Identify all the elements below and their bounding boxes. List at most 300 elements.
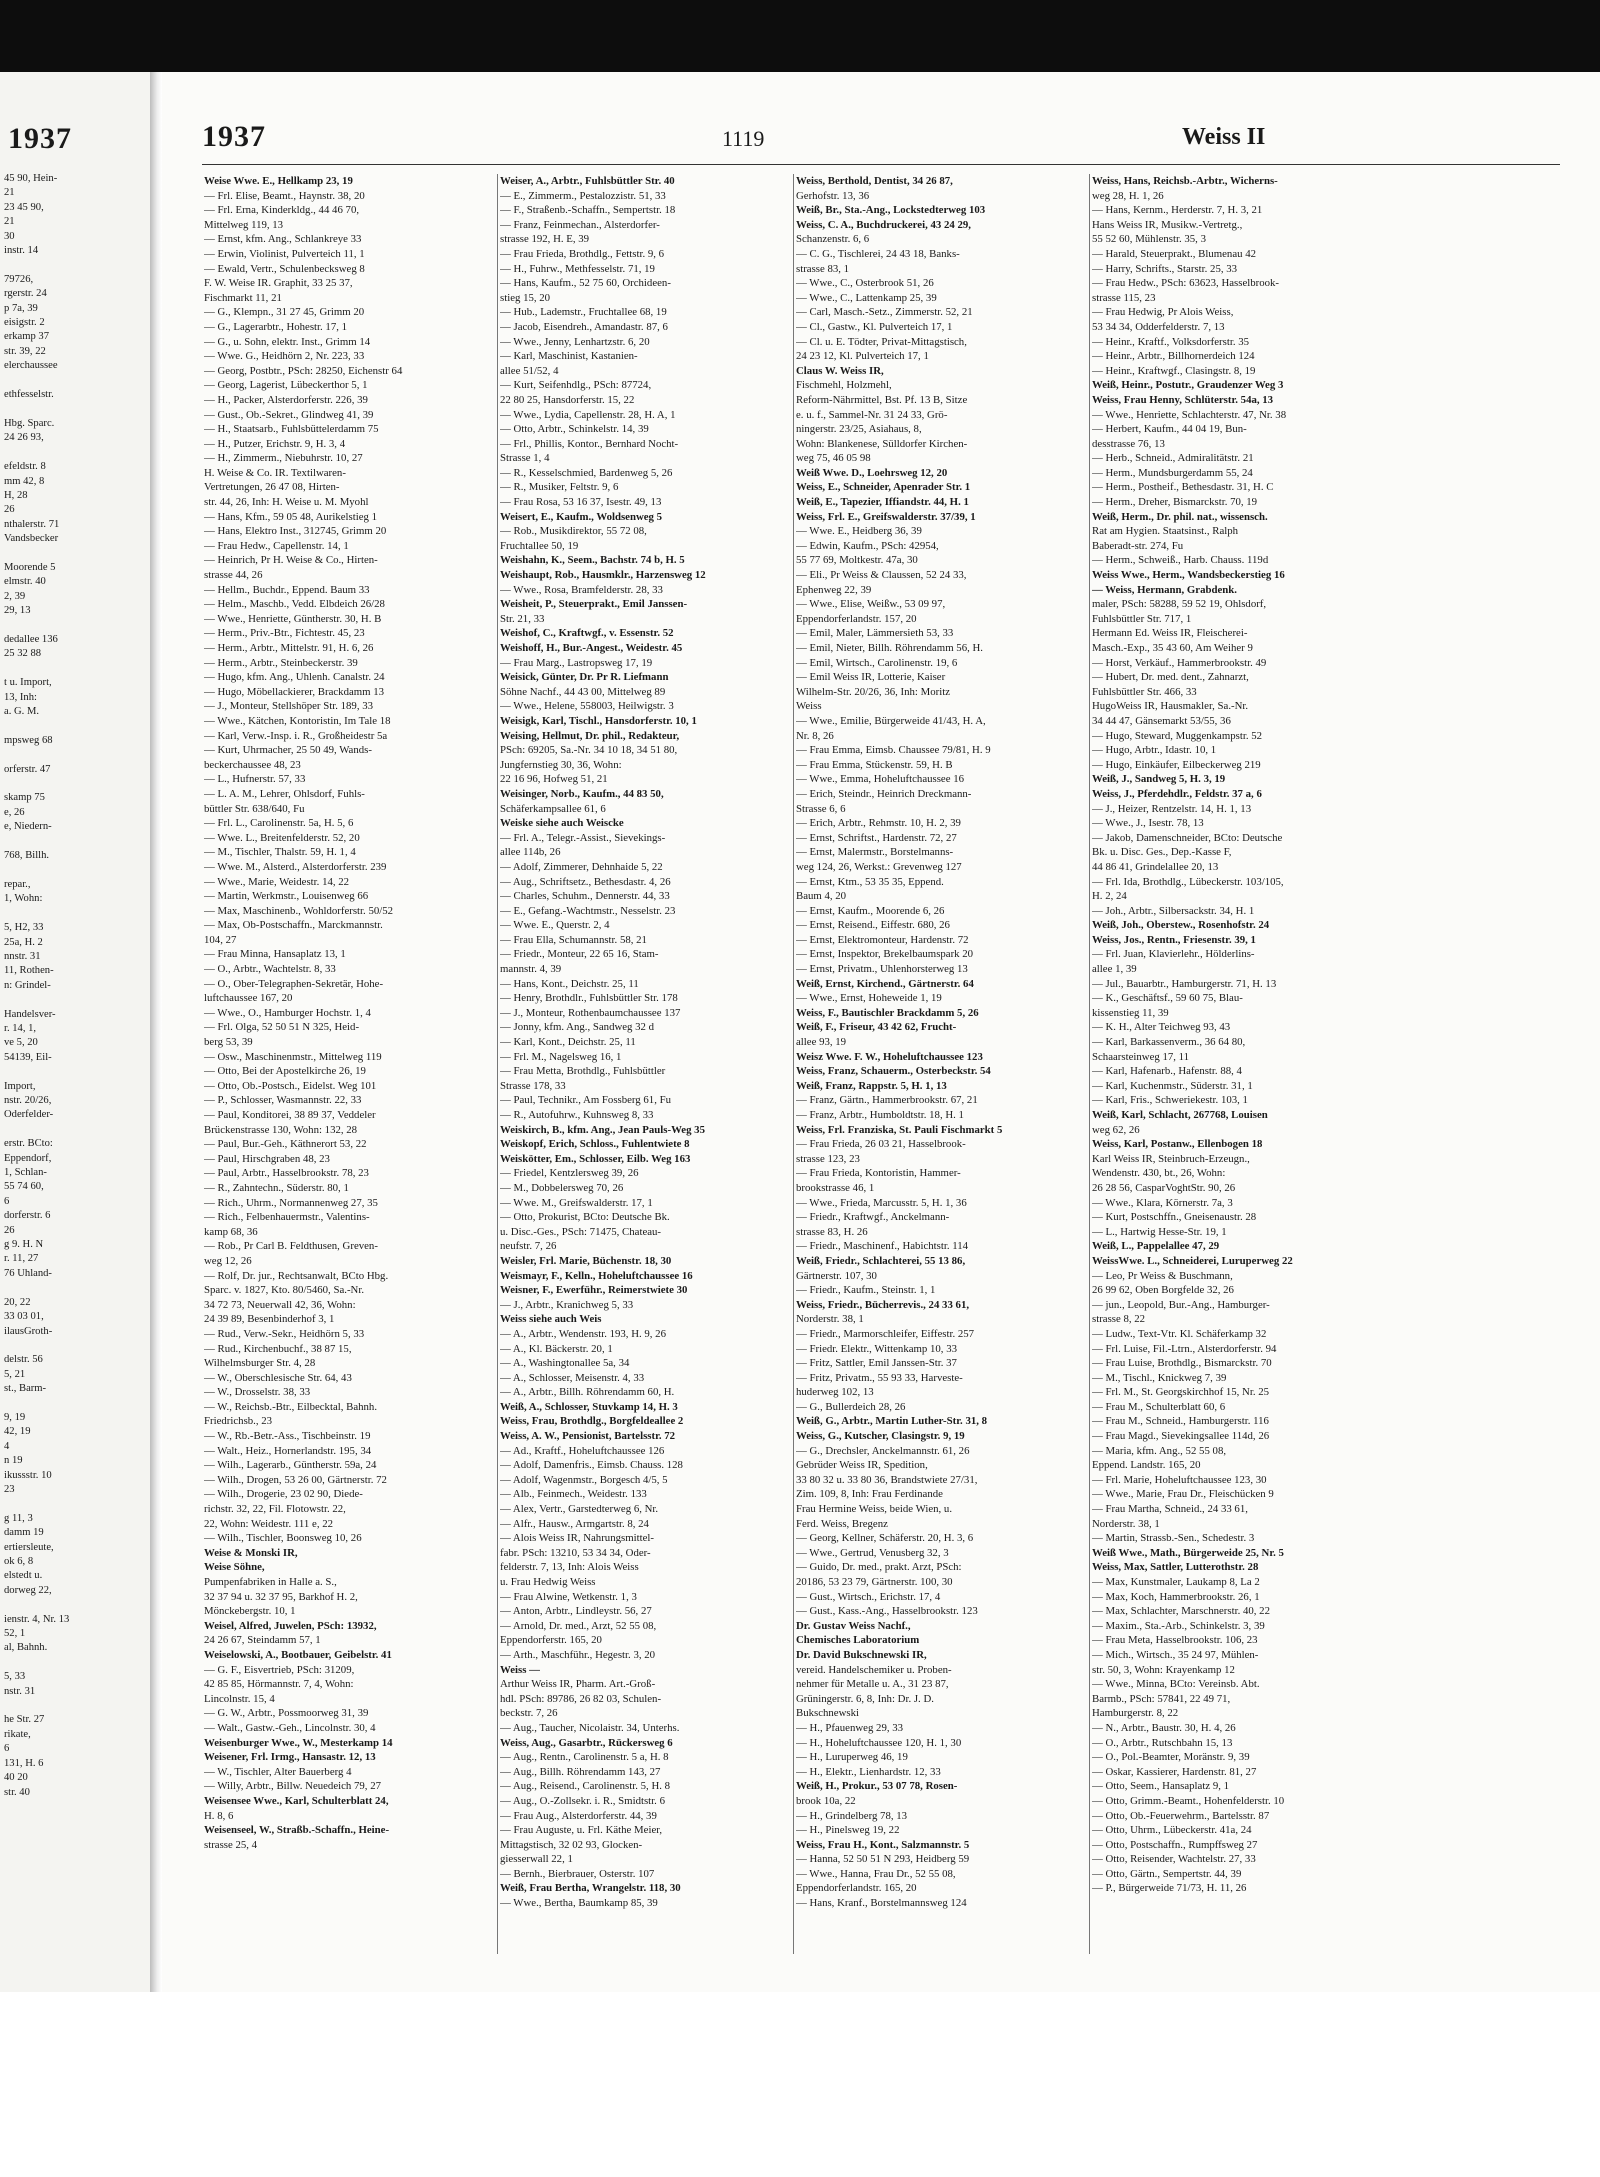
directory-entry: — Frl. Olga, 52 50 51 N 325, Heid- [204, 1021, 360, 1034]
directory-entry: — L., Hufnerstr. 57, 33 [204, 773, 306, 786]
directory-entry: — Jonny, kfm. Ang., Sandweg 32 d [500, 1021, 655, 1034]
directory-entry: — Guido, Dr. med., prakt. Arzt, PSch: [796, 1561, 962, 1574]
directory-entry: — Frl. Elise, Beamt., Haynstr. 38, 20 [204, 189, 365, 202]
directory-entry: — J., Monteur, Rothenbaumchaussee 137 [500, 1006, 681, 1019]
directory-entry: — Frl. A., Telegr.-Assist., Sievekings- [500, 831, 666, 844]
directory-entry: Gärtnerstr. 107, 30 [796, 1269, 877, 1282]
left-fragment-line [4, 1123, 144, 1137]
directory-entry: — Frl. Ida, Brothdlg., Lübeckerstr. 103/105, [1092, 875, 1284, 888]
directory-entry: Weiss, Jos., Rentn., Friesenstr. 39, 1 [1092, 933, 1256, 946]
directory-entry: — Wwe., Rosa, Bramfelderstr. 28, 33 [500, 583, 663, 596]
directory-entry: — Aug., Schriftsetz., Bethesdastr. 4, 26 [500, 875, 671, 888]
left-fragment-line: Moorende 5 [4, 561, 56, 573]
directory-entry: H. 8, 6 [204, 1809, 234, 1822]
directory-entry: — Georg, Postbtr., PSch: 28250, Eichenstr 64 [204, 364, 403, 377]
left-fragment-line: nstr. 20/26, [4, 1095, 52, 1106]
directory-entry: — Frl. M., Nagelsweg 16, 1 [500, 1050, 622, 1063]
left-fragment-line: n 19 [4, 1455, 23, 1467]
directory-entry: Weisensee Wwe., Karl, Schulterblatt 24, [204, 1794, 389, 1807]
directory-entry: ningerstr. 23/25, Asiahaus, 8, [796, 423, 922, 436]
directory-entry: Weiss — [500, 1663, 540, 1676]
directory-entry: PSch: 69205, Sa.-Nr. 34 10 18, 34 51 80, [500, 744, 678, 757]
directory-entry: — Wwe. M., Alsterd., Alsterdorferstr. 239 [204, 860, 387, 873]
left-fragment-line [4, 835, 144, 849]
header-rule [202, 164, 1560, 165]
left-fragment-line: 5, 33 [4, 1671, 26, 1683]
left-fragment-line: erkamp 37 [4, 331, 50, 343]
left-fragment-line: repar., [4, 878, 31, 890]
directory-entry: — Martin, Strassb.-Sen., Schedestr. 3 [1092, 1532, 1255, 1545]
left-fragment-line: 45 90, Hein- [4, 173, 58, 184]
directory-entry: Eppendorferstr. 165, 20 [500, 1634, 602, 1647]
directory-entry: — Max, Kunstmaler, Laukamp 8, La 2 [1092, 1576, 1260, 1588]
directory-entry: 22 16 96, Hofweg 51, 21 [500, 773, 608, 786]
left-fragment-line: 6 [4, 1743, 10, 1755]
left-fragment-line: g 11, 3 [4, 1512, 33, 1524]
directory-entry: — Herm., Arbtr., Steinbeckerstr. 39 [204, 656, 358, 669]
left-fragment-line: 76 Uhland- [4, 1267, 52, 1279]
left-fragment-line: skamp 75 [4, 792, 45, 804]
directory-entry: brookstrasse 46, 1 [796, 1181, 875, 1194]
directory-entry: — H., Grindelberg 78, 13 [796, 1809, 908, 1822]
left-fragment-line: Eppendorf, [4, 1152, 52, 1164]
directory-entry: — Frl. L., Carolinenstr. 5a, H. 5, 6 [204, 817, 354, 830]
directory-entry: — Paul, Konditorei, 38 89 37, Veddeler [204, 1109, 376, 1121]
directory-entry: — A., Kl. Bäckerstr. 20, 1 [500, 1342, 613, 1355]
directory-entry: — H., Staatsarb., Fuhlsbüttelerdamm 75 [204, 423, 379, 436]
directory-page [162, 72, 1600, 1992]
directory-entry: — Ernst, Malermstr., Borstelmanns- [796, 846, 954, 859]
directory-entry: — Hugo, Einkäufer, Eilbeckerweg 219 [1092, 758, 1261, 771]
directory-entry: — Frau Emma, Eimsb. Chaussee 79/81, H. 9 [796, 744, 991, 757]
directory-entry: 34 44 47, Gänsemarkt 53/55, 36 [1092, 714, 1231, 727]
directory-entry: — Wwe. E., Querstr. 2, 4 [500, 919, 610, 932]
left-fragment-line: dorweg 22, [4, 1584, 52, 1596]
directory-entry: — Wwe., Frieda, Marcusstr. 5, H. 1, 36 [796, 1196, 967, 1209]
directory-entry: — Karl, Kuchenmstr., Süderstr. 31, 1 [1092, 1079, 1253, 1092]
directory-entry: büttler Str. 638/640, Fu [204, 802, 305, 815]
directory-entry: — Emil, Maler, Lämmersieth 53, 33 [796, 627, 954, 640]
directory-entry: — F., Straßenb.-Schaffn., Sempertstr. 18 [500, 204, 676, 217]
left-fragment-line: 5, 21 [4, 1368, 26, 1380]
directory-entry: Wohn: Blankenese, Sülldorfer Kirchen- [796, 437, 968, 450]
directory-entry: — Karl, Fris., Schweriekestr. 103, 1 [1092, 1094, 1248, 1107]
directory-entry: — Ad., Kraftf., Hoheluftchaussee 126 [500, 1444, 665, 1457]
directory-entry: — Friedr., Maschinenf., Habichtstr. 114 [796, 1240, 969, 1253]
left-fragment-line: str. 39, 22 [4, 345, 46, 357]
directory-entry: 24 26 67, Steindamm 57, 1 [204, 1634, 321, 1647]
left-fragment-line: 23 45 90, [4, 201, 44, 213]
directory-entry: — P., Schlosser, Wasmannstr. 22, 33 [204, 1094, 362, 1107]
directory-entry: — L., Hartwig Hesse-Str. 19, 1 [1092, 1225, 1227, 1238]
left-fragment-line: Vandsbecker [4, 533, 59, 545]
directory-entry: felderstr. 7, 13, Inh: Alois Weiss [500, 1561, 639, 1574]
directory-entry: Weise Söhne, [204, 1561, 265, 1574]
directory-entry: 53 34 34, Odderfelderstr. 7, 13 [1092, 320, 1225, 333]
directory-entry: Weiß, Joh., Oberstew., Rosenhofstr. 24 [1092, 919, 1270, 932]
directory-entry: Weisenburger Wwe., W., Mesterkamp 14 [204, 1736, 393, 1749]
directory-entry: — A., Arbtr., Wendenstr. 193, H. 9, 26 [500, 1327, 666, 1340]
directory-entry: — Wilh., Drogerie, 23 02 90, Diede- [204, 1488, 363, 1501]
directory-entry: — G. W., Arbtr., Possmoorweg 31, 39 [204, 1707, 369, 1720]
left-fragment-line: 13, Inh: [4, 691, 37, 703]
directory-entry: — Adolf, Zimmerer, Dehnhaide 5, 22 [500, 860, 663, 873]
directory-entry: — Heinr., Arbtr., Billhornerdeich 124 [1092, 350, 1255, 363]
directory-entry: — Wwe., Ernst, Hoheweide 1, 19 [796, 992, 942, 1005]
left-fragment-line: g 9. H. N [4, 1239, 44, 1251]
directory-entry: beckerchaussee 48, 23 [204, 758, 301, 771]
directory-entry: kissenstieg 11, 39 [1092, 1006, 1169, 1019]
left-fragment-line: al, Bahnh. [4, 1642, 48, 1654]
directory-entry: — G., Klempn., 31 27 45, Grimm 20 [204, 306, 365, 319]
directory-entry: Weiss siehe auch Weis [500, 1313, 602, 1326]
left-fragment-line: he Str. 27 [4, 1714, 45, 1726]
directory-entry: — P., Bürgerweide 71/73, H. 11, 26 [1092, 1882, 1247, 1895]
directory-entry: — E., Gefang.-Wachtmstr., Nesselstr. 23 [500, 904, 676, 917]
directory-entry: — Wilh., Lagerarb., Güntherstr. 59a, 24 [204, 1459, 377, 1472]
directory-entry: — Wwe., O., Hamburger Hochstr. 1, 4 [204, 1006, 371, 1019]
directory-entry: — M., Tischler, Thalstr. 59, H. 1, 4 [204, 846, 356, 859]
book-spine [150, 72, 162, 1992]
directory-entry: Eppend. Landstr. 165, 20 [1092, 1459, 1201, 1472]
directory-entry: Weisick, Günter, Dr. Pr R. Liefmann [500, 671, 669, 684]
directory-entry: Fuhlsbüttler Str. 466, 33 [1092, 685, 1197, 698]
directory-entry: — Georg, Kellner, Schäferstr. 20, H. 3, 6 [796, 1532, 974, 1545]
directory-entry: strasse 25, 4 [204, 1838, 258, 1851]
directory-entry: Weisner, F., Ewerführ., Reimerstwiete 30 [500, 1284, 688, 1297]
directory-entry: — Rolf, Dr. jur., Rechtsanwalt, BCto Hbg. [204, 1269, 389, 1282]
directory-entry: Weiß, Herm., Dr. phil. nat., wissensch. [1092, 510, 1268, 523]
directory-entry: — W., Oberschlesische Str. 64, 43 [204, 1371, 352, 1384]
directory-entry: — Mich., Wirtsch., 35 24 97, Mühlen- [1092, 1648, 1259, 1661]
directory-entry: — Maxim., Sta.-Arb., Schinkelstr. 3, 39 [1092, 1619, 1265, 1632]
directory-entry: Claus W. Weiss IR, [796, 364, 884, 377]
left-fragment-line: 6 [4, 1195, 10, 1207]
directory-entry: str. 44, 26, Inh: H. Weise u. M. Myohl [204, 496, 369, 509]
directory-entry: — Frau Frieda, Kontoristin, Hammer- [796, 1167, 961, 1180]
directory-entry: — Karl, Kont., Deichstr. 25, 11 [500, 1036, 636, 1049]
directory-entry: — Hans, Kranf., Borstelmannsweg 124 [796, 1897, 967, 1910]
directory-entry: — Rich., Felbenhauermstr., Valentins- [204, 1211, 370, 1224]
left-fragment-line: 52, 1 [4, 1628, 26, 1640]
left-fragment-line [4, 907, 144, 921]
directory-entry: Friedrichsb., 23 [204, 1415, 273, 1428]
directory-entry: — Charles, Schuhm., Dennerstr. 44, 33 [500, 890, 670, 903]
directory-entry: Weisz Wwe. F. W., Hoheluftchaussee 123 [796, 1050, 983, 1063]
directory-column-4 [1090, 174, 1386, 1954]
left-fragment-line: ok 6, 8 [4, 1556, 34, 1567]
left-fragment-line: 25 32 88 [4, 648, 42, 660]
directory-entry: — G., Drechsler, Anckelmannstr. 61, 26 [796, 1444, 970, 1457]
left-fragment-line: 131, H. 6 [4, 1757, 44, 1769]
directory-entry: — Otto, Reisender, Wachtelstr. 27, 33 [1092, 1853, 1256, 1866]
directory-entry: Fruchtallee 50, 19 [500, 539, 579, 552]
directory-entry: 24 39 89, Besenbinderhof 3, 1 [204, 1313, 335, 1326]
directory-entry: Gebrüder Weiss IR, Spedition, [796, 1459, 928, 1472]
left-fragment-line: 20, 22 [4, 1296, 31, 1308]
directory-entry: richstr. 32, 22, Fil. Flotowstr. 22, [204, 1503, 346, 1516]
left-fragment-line: orferstr. 47 [4, 763, 51, 775]
left-fragment-line: str. 40 [4, 1786, 30, 1798]
directory-entry: — Otto, Uhrm., Lübeckerstr. 41a, 24 [1092, 1824, 1252, 1837]
directory-entry: beckstr. 7, 26 [500, 1707, 558, 1720]
directory-entry: 55 52 60, Mühlenstr. 35, 3 [1092, 233, 1206, 246]
left-fragment-line: Handelsver- [4, 1008, 56, 1020]
directory-entry: 22 80 25, Hansdorferstr. 15, 22 [500, 393, 635, 406]
directory-entry: Weiß Wwe. D., Loehrsweg 12, 20 [796, 466, 948, 479]
directory-entry: — Karl, Barkassenverm., 36 64 80, [1092, 1036, 1246, 1049]
left-fragment-line [4, 258, 144, 272]
directory-entry: — Otto, Seem., Hansaplatz 9, 1 [1092, 1780, 1230, 1793]
left-fragment-line [4, 1656, 144, 1670]
directory-entry: — Aug., Reisend., Carolinenstr. 5, H. 8 [500, 1780, 671, 1793]
directory-entry: — Cl. u. E. Tödter, Privat-Mittagstisch, [796, 335, 967, 348]
left-fragment-line: 9, 19 [4, 1411, 26, 1423]
directory-entry: Weiskirch, B., kfm. Ang., Jean Pauls-Weg 35 [500, 1123, 705, 1136]
left-fragment-line [4, 547, 144, 561]
directory-entry: hdl. PSch: 89786, 26 82 03, Schulen- [500, 1692, 662, 1705]
directory-entry: — Wwe., J., Isestr. 78, 13 [1092, 817, 1204, 830]
directory-entry: — Franz, Arbtr., Humboldtstr. 18, H. 1 [796, 1109, 964, 1121]
directory-entry: — Bernh., Bierbrauer, Osterstr. 107 [500, 1867, 655, 1880]
directory-entry: — Wwe. G., Heidhörn 2, Nr. 223, 33 [204, 350, 365, 363]
left-fragment-line: ikussstr. 10 [4, 1469, 52, 1481]
directory-entry: Weiskopf, Erich, Schloss., Fuhlentwiete 8 [500, 1138, 690, 1151]
directory-entry: — Henry, Brothdlr., Fuhlsbüttler Str. 178 [500, 992, 678, 1005]
directory-entry: Weishaupt, Rob., Hausmklr., Harzensweg 12 [500, 569, 706, 582]
directory-entry: — Maria, kfm. Ang., 52 55 08, [1092, 1444, 1227, 1457]
directory-entry: Weiß, E., Tapezier, Iffiandstr. 44, H. 1 [796, 496, 969, 509]
directory-entry: 104, 27 [204, 933, 237, 946]
directory-entry: — Wwe., Marie, Weidestr. 14, 22 [204, 875, 350, 888]
directory-entry: — Friedr., Monteur, 22 65 16, Stam- [500, 948, 659, 961]
directory-entry: Weiss, Max, Sattler, Lutterothstr. 28 [1092, 1561, 1259, 1574]
directory-entry: Weiss, Frau, Brothdlg., Borgfeldeallee 2 [500, 1415, 684, 1428]
directory-entry: kamp 68, 36 [204, 1225, 258, 1238]
directory-entry: — Frau Ella, Schumannstr. 58, 21 [500, 933, 647, 946]
directory-entry: Weiss, A. W., Pensionist, Bartelsstr. 72 [500, 1430, 676, 1443]
directory-entry: — N., Arbtr., Baustr. 30, H. 4, 26 [1092, 1721, 1236, 1734]
directory-entry: — J., Arbtr., Kranichweg 5, 33 [500, 1298, 634, 1311]
directory-entry: — Max, Koch, Hammerbrookstr. 26, 1 [1092, 1590, 1260, 1603]
directory-entry: Wilhelm-Str. 20/26, 36, Inh: Moritz [796, 685, 951, 698]
directory-entry: Weiß, Ernst, Kirchend., Gärtnerstr. 64 [796, 977, 974, 990]
left-fragment-line [4, 719, 144, 733]
directory-entry: Norderstr. 38, 1 [796, 1313, 864, 1326]
directory-entry: Weiss, Frau H., Kont., Salzmannstr. 5 [796, 1838, 970, 1851]
directory-entry: allee 51/52, 4 [500, 364, 559, 377]
directory-entry: — W., Rb.-Betr.-Ass., Tischbeinstr. 19 [204, 1430, 371, 1443]
directory-entry: Weiß, Friedr., Schlachterei, 55 13 86, [796, 1254, 966, 1267]
left-fragment-line: efeldstr. 8 [4, 461, 46, 473]
directory-entry: 34 72 73, Neuerwall 42, 36, Wohn: [204, 1298, 356, 1311]
directory-entry: — Wwe., Jenny, Lenhartzstr. 6, 20 [500, 335, 650, 348]
directory-entry: Weiss [796, 700, 822, 713]
directory-entry: allee 93, 19 [796, 1036, 847, 1049]
directory-entry: Weiß, Karl, Schlacht, 267768, Louisen [1092, 1109, 1268, 1121]
directory-entry: Weiß, Br., Sta.-Ang., Lockstedterweg 103 [796, 204, 986, 217]
directory-entry: — Wwe., Helene, 558003, Heilwigstr. 3 [500, 700, 674, 713]
left-fragment-line: 24 26 93, [4, 432, 44, 444]
directory-entry: — Otto, Ob.-Feuerwehrm., Bartelsstr. 87 [1092, 1809, 1270, 1822]
directory-entry: — Joh., Arbtr., Silbersackstr. 34, H. 1 [1092, 904, 1255, 917]
directory-entry: — Max, Schlachter, Marschnerstr. 40, 22 [1092, 1605, 1270, 1618]
directory-entry: — R., Musiker, Feltstr. 9, 6 [500, 481, 619, 494]
directory-entry: Weise Wwe. E., Hellkamp 23, 19 [204, 175, 353, 187]
directory-entry: — Wwe., Henriette, Schlachterstr. 47, Nr. 38 [1092, 408, 1287, 421]
directory-entry: Hans Weiss IR, Musikw.-Vertretg., [1092, 218, 1243, 231]
left-fragment-line: 21 [4, 187, 15, 199]
left-page-lines [4, 172, 144, 1800]
directory-entry: Weiss, Frl. Franziska, St. Pauli Fischmarkt 5 [796, 1123, 1003, 1136]
directory-entry: Pumpenfabriken in Halle a. S., [204, 1576, 337, 1588]
directory-entry: — Frau Rosa, 53 16 37, Isestr. 49, 13 [500, 496, 662, 509]
directory-entry: Weiss, C. A., Buchdruckerei, 43 24 29, [796, 218, 971, 231]
directory-entry: — H., Pfauenweg 29, 33 [796, 1721, 904, 1734]
directory-entry: Weisenseel, W., Straßb.-Schaffn., Heine- [204, 1824, 390, 1837]
left-fragment-line: damm 19 [4, 1527, 44, 1539]
directory-entry: — G., Bullerdeich 28, 26 [796, 1400, 906, 1413]
directory-entry: — Harald, Steuerprakt., Blumenau 42 [1092, 247, 1257, 260]
directory-entry: — Herm., Mundsburgerdamm 55, 24 [1092, 466, 1253, 479]
directory-entry: Weishahn, K., Seem., Bachstr. 74 b, H. 5 [500, 554, 685, 567]
directory-entry: — Walt., Heiz., Hornerlandstr. 195, 34 [204, 1444, 372, 1457]
left-fragment-line [4, 1497, 144, 1511]
directory-entry: — Emil, Nieter, Billh. Röhrendamm 56, H. [796, 642, 983, 654]
left-fragment-line [4, 446, 144, 460]
left-fragment-line: elerchaussee [4, 360, 58, 372]
directory-entry: Weiß, Franz, Rappstr. 5, H. 1, 13 [796, 1079, 947, 1092]
left-fragment-line: 26 [4, 504, 15, 516]
directory-entry: Baum 4, 20 [796, 890, 847, 903]
directory-entry: Eppendorferlandstr. 165, 20 [796, 1882, 917, 1895]
directory-entry: strasse 8, 22 [1092, 1313, 1146, 1326]
directory-entry: — O., Pol.-Beamter, Moränstr. 9, 39 [1092, 1751, 1250, 1764]
directory-entry: weg 12, 26 [204, 1254, 252, 1267]
left-fragment-line: 21 [4, 216, 15, 228]
directory-entry: — Hugo, Möbellackierer, Brackdamm 13 [204, 685, 385, 698]
left-fragment-line: 23 [4, 1483, 15, 1495]
left-fragment-line: Oderfelder- [4, 1109, 54, 1121]
directory-entry: Weiss, E., Schneider, Apenrader Str. 1 [796, 481, 971, 494]
directory-entry: — Friedel, Kentzlersweg 39, 26 [500, 1167, 639, 1180]
directory-entry: Weiss, Aug., Gasarbtr., Rückersweg 6 [500, 1736, 673, 1749]
directory-entry: — Arnold, Dr. med., Arzt, 52 55 08, [500, 1619, 657, 1632]
directory-entry: Weisert, E., Kaufm., Woldsenweg 5 [500, 510, 663, 523]
directory-entry: — G., Lagerarbtr., Hohestr. 17, 1 [204, 320, 348, 333]
directory-entry: Fuhlsbüttler Str. 717, 1 [1092, 612, 1192, 625]
directory-entry: — Wwe., Henriette, Güntherstr. 30, H. B [204, 612, 382, 625]
directory-entry: giesserwall 22, 1 [500, 1853, 573, 1866]
left-fragment-line: t u. Import, [4, 677, 52, 689]
directory-entry: 22, Wohn: Weidestr. 111 e, 22 [204, 1517, 334, 1530]
directory-entry: Weiske siehe auch Weiscke [500, 817, 624, 830]
directory-entry: maler, PSch: 58288, 59 52 19, Ohlsdorf, [1092, 598, 1267, 611]
directory-entry: — Ernst, Reisend., Eiffestr. 680, 26 [796, 919, 950, 932]
directory-entry: Söhne Nachf., 44 43 00, Mittelweg 89 [500, 685, 666, 698]
left-fragment-line [4, 748, 144, 762]
directory-entry: — Ernst, Kaufm., Moorende 6, 26 [796, 904, 945, 917]
left-fragment-line: dorferstr. 6 [4, 1210, 51, 1222]
directory-entry: — Ernst, Inspektor, Brekelbaumspark 20 [796, 948, 974, 961]
directory-entry: — Hanna, 52 50 51 N 293, Heidberg 59 [796, 1853, 970, 1866]
directory-entry: — Hans, Kernm., Herderstr. 7, H. 3, 21 [1092, 204, 1263, 217]
directory-entry: — Friedr. Elektr., Wittenkamp 10, 33 [796, 1342, 957, 1355]
directory-entry: — Martin, Werkmstr., Louisenweg 66 [204, 890, 369, 903]
directory-entry: Weiss, Berthold, Dentist, 34 26 87, [796, 175, 953, 187]
left-fragment-line: rgerstr. 24 [4, 288, 47, 300]
directory-entry: — W., Tischler, Alter Bauerberg 4 [204, 1765, 352, 1778]
directory-entry: — Carl, Masch.-Setz., Zimmerstr. 52, 21 [796, 306, 973, 319]
directory-entry: vereid. Handelschemiker u. Proben- [796, 1663, 952, 1676]
directory-entry: — Erwin, Violinist, Pulverteich 11, 1 [204, 247, 365, 260]
directory-entry: — Herm., Priv.-Btr., Fichtestr. 45, 23 [204, 627, 365, 640]
directory-entry: — Alex, Vertr., Garstedterweg 6, Nr. [500, 1503, 659, 1516]
left-fragment-line: e, 26 [4, 806, 25, 818]
directory-entry: strasse 123, 23 [796, 1152, 860, 1165]
directory-entry: — Cl., Gastw., Kl. Pulverteich 17, 1 [796, 320, 953, 333]
directory-entry: — Franz, Gärtn., Hammerbrookstr. 67, 21 [796, 1094, 978, 1107]
directory-entry: — Willy, Arbtr., Billw. Neuedeich 79, 27 [204, 1780, 381, 1793]
directory-entry: — M., Dobbelersweg 70, 26 [500, 1181, 624, 1194]
directory-entry: — Eli., Pr Weiss & Claussen, 52 24 33, [796, 569, 967, 582]
directory-entry: 24 23 12, Kl. Pulverteich 17, 1 [796, 350, 929, 363]
directory-entry: Jungfernstieg 30, 36, Wohn: [500, 758, 622, 771]
left-fragment-line: 2, 39 [4, 590, 26, 602]
directory-columns [202, 174, 1402, 1954]
directory-entry: — Frau Hedwig, Pr Alois Weiss, [1092, 306, 1234, 319]
directory-entry: — Friedr., Kraftwgf., Anckelmann- [796, 1211, 950, 1224]
directory-entry: — Alois Weiss IR, Nahrungsmittel- [500, 1532, 654, 1545]
directory-entry: — Hubert, Dr. med. dent., Zahnarzt, [1092, 671, 1249, 684]
directory-entry: — K. H., Alter Teichweg 93, 43 [1092, 1021, 1231, 1034]
left-fragment-line: 30 [4, 230, 15, 242]
directory-entry: — Frl. Marie, Hoheluftchaussee 123, 30 [1092, 1473, 1267, 1486]
directory-entry: Weiß, H., Prokur., 53 07 78, Rosen- [796, 1780, 958, 1793]
left-fragment-line: 25a, H. 2 [4, 936, 43, 948]
directory-entry: — A., Arbtr., Billh. Röhrendamm 60, H. [500, 1386, 675, 1399]
directory-entry: Weiss, G., Kutscher, Clasingstr. 9, 19 [796, 1430, 965, 1443]
left-fragment-line: 5, H2, 33 [4, 922, 44, 934]
directory-entry: brook 10a, 22 [796, 1794, 856, 1807]
directory-entry: — Fritz, Privatm., 55 93 33, Harveste- [796, 1371, 963, 1384]
directory-column-3 [794, 174, 1090, 1954]
directory-entry: — Ernst, kfm. Ang., Schlankreye 33 [204, 233, 362, 246]
directory-entry: Rat am Hygien. Staatsinst., Ralph [1092, 525, 1239, 538]
directory-entry: Weiß, J., Sandweg 5, H. 3, 19 [1092, 773, 1226, 786]
directory-entry: Mittelweg 119, 13 [204, 218, 284, 231]
directory-entry: — Wwe., Gertrud, Venusberg 32, 3 [796, 1546, 949, 1559]
directory-entry: — Frau Auguste, u. Frl. Käthe Meier, [500, 1824, 663, 1837]
directory-entry: Weiss, Karl, Postanw., Ellenbogen 18 [1092, 1138, 1263, 1151]
directory-entry: u. Disc.-Ges., PSch: 71475, Chateau- [500, 1225, 662, 1238]
running-head: Weiss II [1182, 124, 1266, 150]
directory-entry: Ferd. Weiss, Bregenz [796, 1517, 888, 1530]
directory-entry: 26 28 56, CasparVoghtStr. 90, 26 [1092, 1181, 1236, 1194]
directory-entry: — Wwe. L., Breitenfelderstr. 52, 20 [204, 831, 360, 844]
directory-entry: — Rud., Verw.-Sekr., Heidhörn 5, 33 [204, 1327, 365, 1340]
directory-entry: — Ernst, Ktm., 53 35 35, Eppend. [796, 875, 944, 888]
directory-entry: Frau Hermine Weiss, beide Wien, u. [796, 1503, 953, 1516]
directory-entry: nehmer für Metalle u. A., 31 23 87, [796, 1678, 949, 1691]
page-header [162, 120, 1600, 160]
directory-entry: — Paul, Bur.-Geh., Käthnerort 53, 22 [204, 1138, 367, 1151]
left-fragment-line: 29, 13 [4, 605, 31, 617]
directory-entry: — Frau Martha, Schneid., 24 33 61, [1092, 1503, 1248, 1516]
directory-entry: — J., Heizer, Rentzelstr. 14, H. 1, 13 [1092, 802, 1252, 815]
directory-entry: — Rich., Uhrm., Normannenweg 27, 35 [204, 1196, 378, 1209]
directory-entry: — Frau M., Schulterblatt 60, 6 [1092, 1400, 1226, 1413]
